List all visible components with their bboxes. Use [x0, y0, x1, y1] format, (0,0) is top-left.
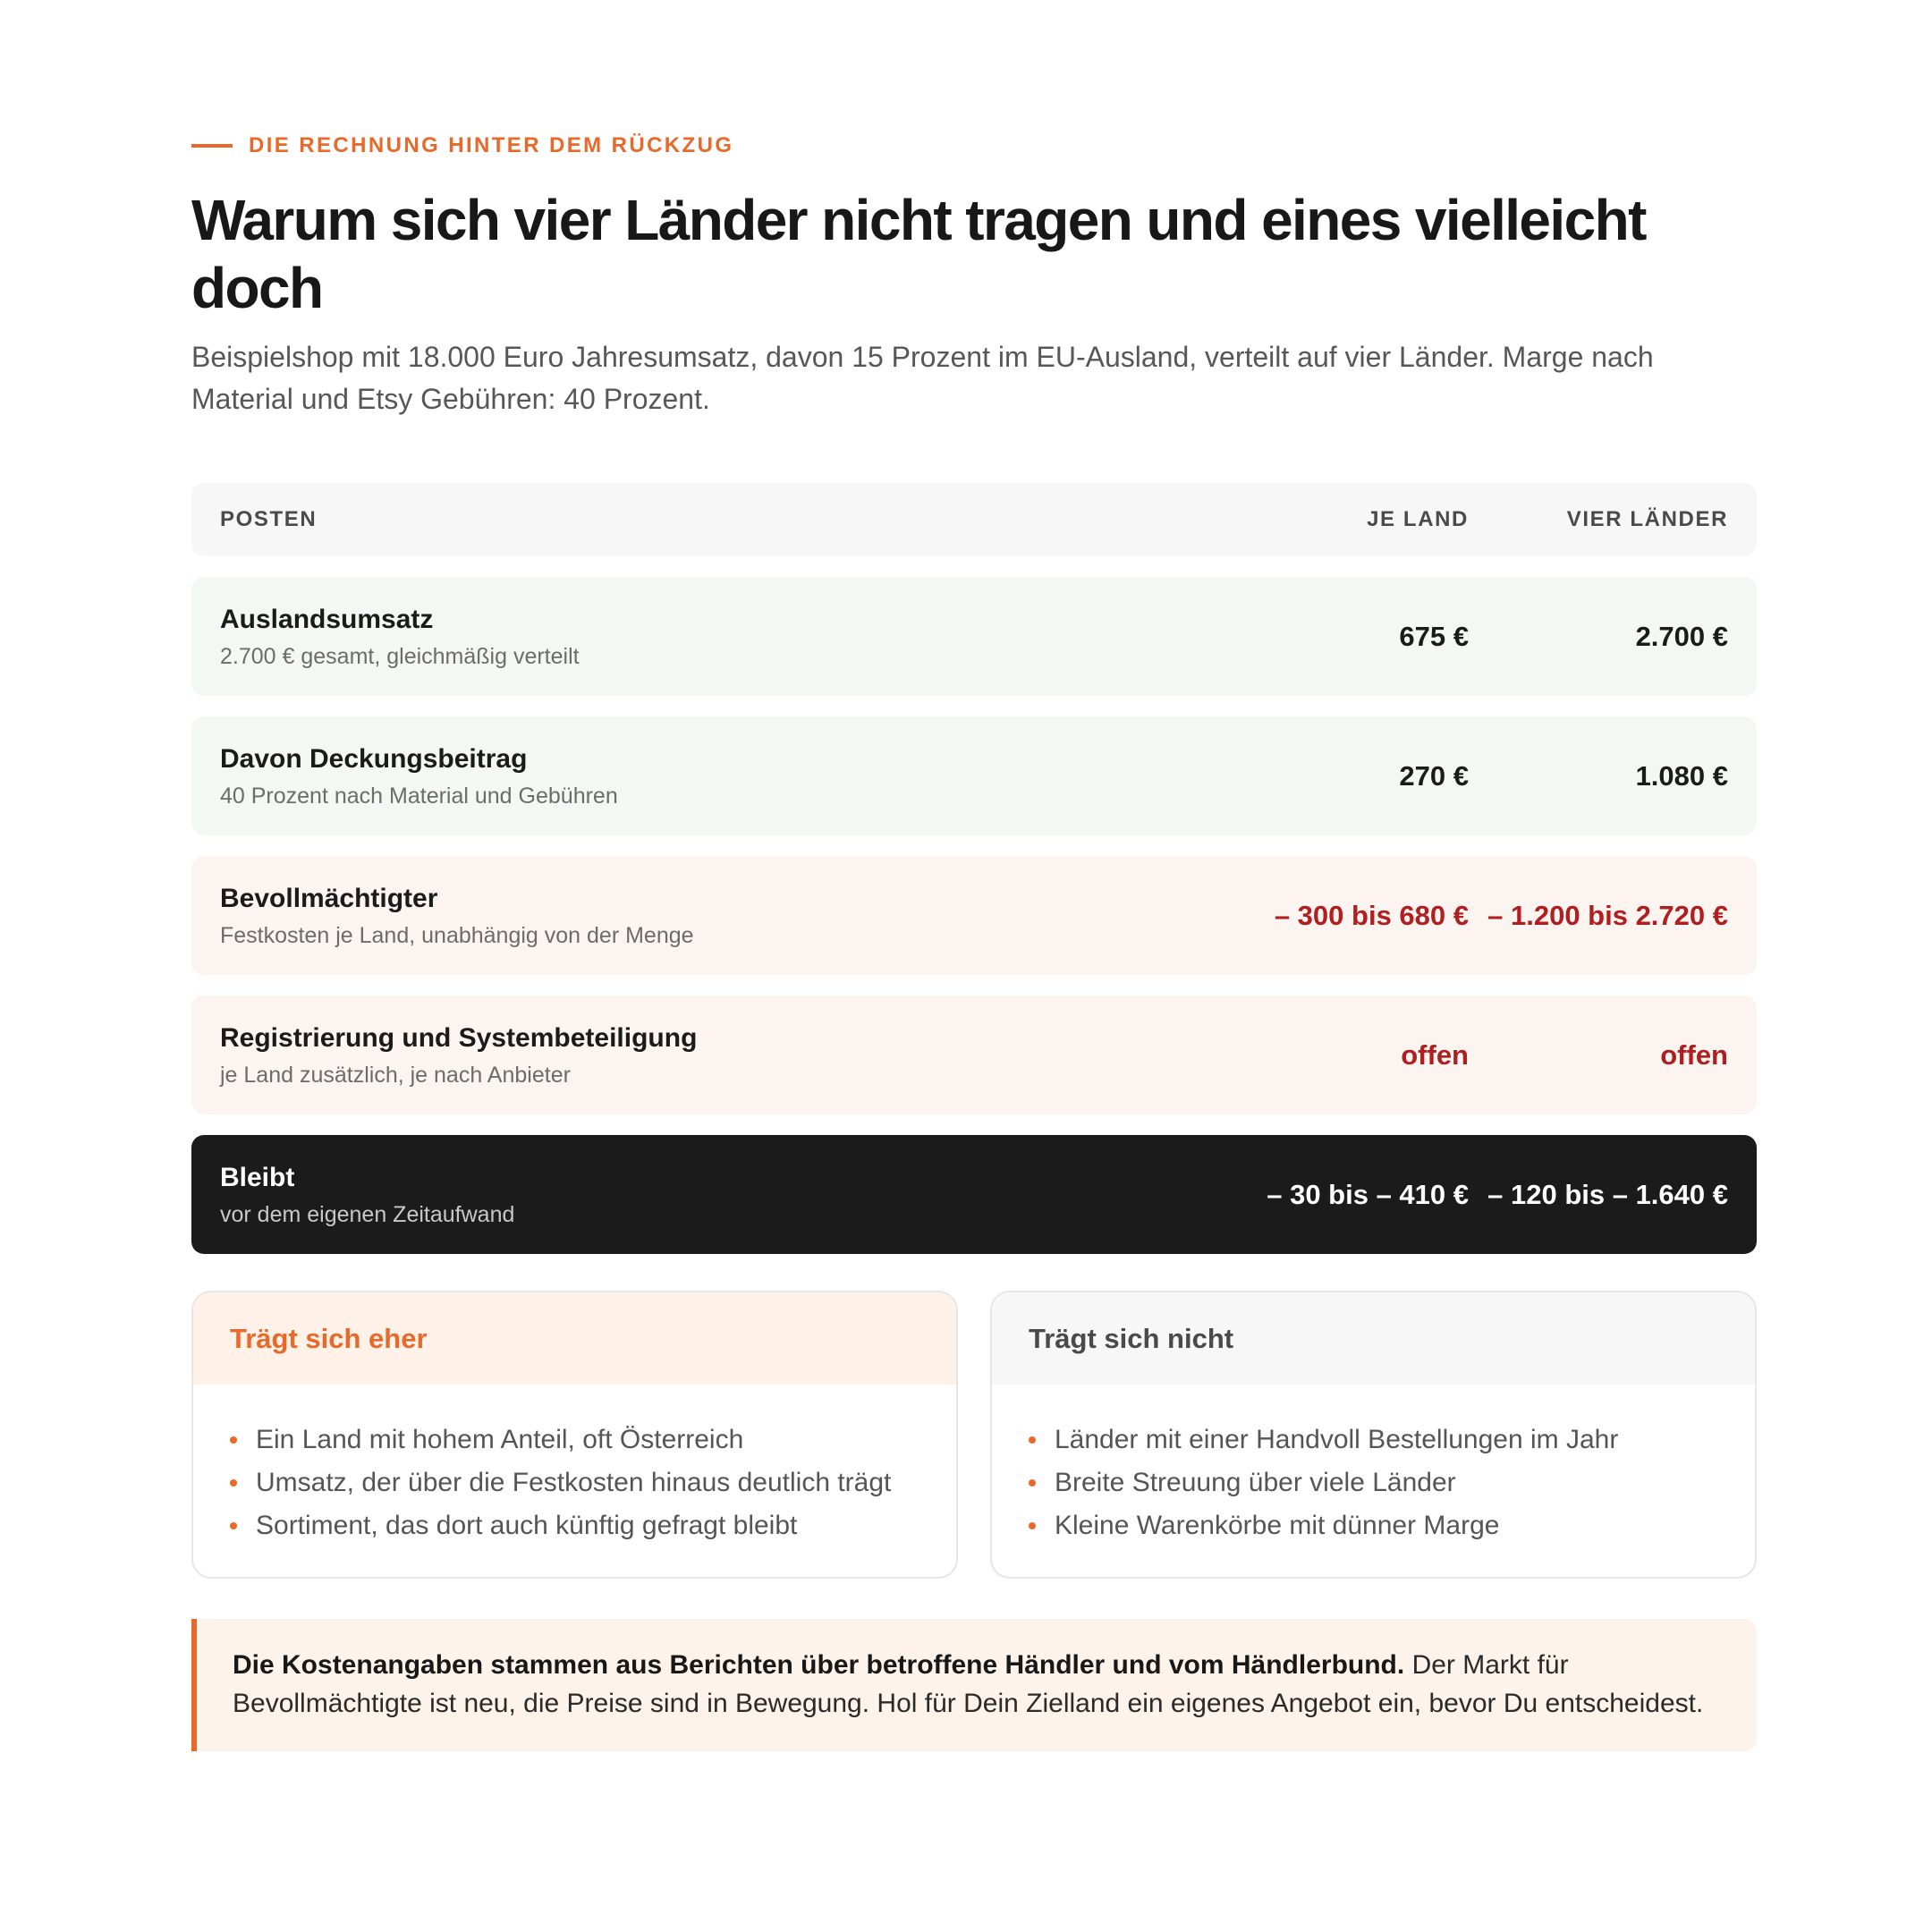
value-per-country: offen: [1401, 1038, 1469, 1071]
value-four-countries: offen: [1660, 1038, 1728, 1071]
card-not-worth-it: [990, 1291, 1757, 1579]
bullet-icon: [1029, 1479, 1036, 1487]
header-item: POSTEN: [220, 507, 318, 531]
table-row: [191, 995, 1757, 1114]
value-per-country: – 30 bis – 410 €: [1267, 1178, 1469, 1210]
lead-text: Beispielshop mit 18.000 Euro Jahresumsatz, davon 15 Prozent im EU-Ausland, verteilt auf vier Länder. Marge nach Material und Etsy Gebühren: 40 Prozent.: [191, 341, 1654, 415]
row-subtitle: je Land zusätzlich, je nach Anbieter: [220, 1062, 571, 1088]
row-title: Bleibt: [220, 1162, 295, 1192]
card-title: Trägt sich eher: [193, 1292, 956, 1385]
list-item-text: Breite Streuung über viele Länder: [1055, 1468, 1456, 1497]
list-item: [1029, 1504, 1755, 1547]
card-list: [992, 1385, 1755, 1547]
list-item-text: Kleine Warenkörbe mit dünner Marge: [1055, 1511, 1500, 1540]
card-worth-it: [191, 1291, 958, 1579]
table-row: [191, 716, 1757, 835]
row-subtitle: 2.700 € gesamt, gleichmäßig verteilt: [220, 643, 580, 669]
value-four-countries: – 1.200 bis 2.720 €: [1487, 899, 1728, 931]
list-item-text: Länder mit einer Handvoll Bestellungen im Jahr: [1055, 1425, 1619, 1454]
eyebrow-rule: [191, 144, 233, 148]
row-title: Registrierung und Systembeteiligung: [220, 1022, 698, 1053]
bullet-icon: [230, 1479, 237, 1487]
header-four-countries: VIER LÄNDER: [1566, 507, 1728, 531]
list-item-text: Sortiment, das dort auch künftig gefragt bleibt: [256, 1511, 798, 1540]
header-per-country: JE LAND: [1367, 507, 1469, 531]
row-title: Bevollmächtigter: [220, 883, 438, 913]
row-label: [220, 741, 1236, 811]
cost-table: [191, 483, 1757, 1254]
row-title: Auslandsumsatz: [220, 604, 434, 634]
value-per-country: – 300 bis 680 €: [1274, 899, 1469, 931]
list-item-text: Umsatz, der über die Festkosten hinaus deutlich trägt: [256, 1468, 892, 1497]
comparison-cards: [191, 1291, 1757, 1579]
list-item: [230, 1461, 956, 1504]
list-item: [230, 1419, 956, 1461]
row-label: [220, 881, 1236, 951]
article-section: [191, 125, 1757, 1751]
value-per-country: 270 €: [1399, 759, 1469, 792]
bullet-icon: [1029, 1522, 1036, 1529]
value-four-countries: 2.700 €: [1635, 620, 1728, 652]
list-item: [1029, 1419, 1755, 1461]
list-item-text: Ein Land mit hohem Anteil, oft Österreich: [256, 1425, 744, 1454]
row-label: [220, 602, 1236, 672]
source-note: [191, 1619, 1757, 1751]
note-bold-text: Die Kostenangaben stammen aus Berichten über betroffene Händler und vom Händlerbund.: [233, 1650, 1405, 1680]
card-list: [193, 1385, 956, 1547]
table-row: [191, 856, 1757, 975]
row-subtitle: vor dem eigenen Zeitaufwand: [220, 1201, 515, 1227]
bullet-icon: [1029, 1436, 1036, 1444]
row-title: Davon Deckungsbeitrag: [220, 743, 528, 774]
row-label: [220, 1021, 1236, 1090]
value-four-countries: – 120 bis – 1.640 €: [1487, 1178, 1728, 1210]
value-four-countries: 1.080 €: [1635, 759, 1728, 792]
eyebrow-text: DIE RECHNUNG HINTER DEM RÜCKZUG: [249, 133, 734, 157]
table-header: [191, 483, 1757, 556]
value-per-country: 675 €: [1399, 620, 1469, 652]
list-item: [1029, 1461, 1755, 1504]
list-item: [230, 1504, 956, 1547]
note-text: Der Markt für Bevollmächtigte ist neu, die Preise sind in Bewegung. Hol für Dein Zielland ein eigenes Angebot ein, bevor Du entscheidest.: [233, 1650, 1704, 1718]
table-total-row: [191, 1135, 1757, 1254]
row-subtitle: 40 Prozent nach Material und Gebühren: [220, 783, 618, 809]
table-row: [191, 577, 1757, 696]
eyebrow: [191, 125, 1757, 166]
bullet-icon: [230, 1522, 237, 1529]
page-title: Warum sich vier Länder nicht tragen und eines vielleicht doch: [191, 188, 1646, 320]
row-subtitle: Festkosten je Land, unabhängig von der Menge: [220, 922, 694, 948]
row-label: [220, 1160, 1236, 1230]
card-title: Trägt sich nicht: [992, 1292, 1755, 1385]
bullet-icon: [230, 1436, 237, 1444]
